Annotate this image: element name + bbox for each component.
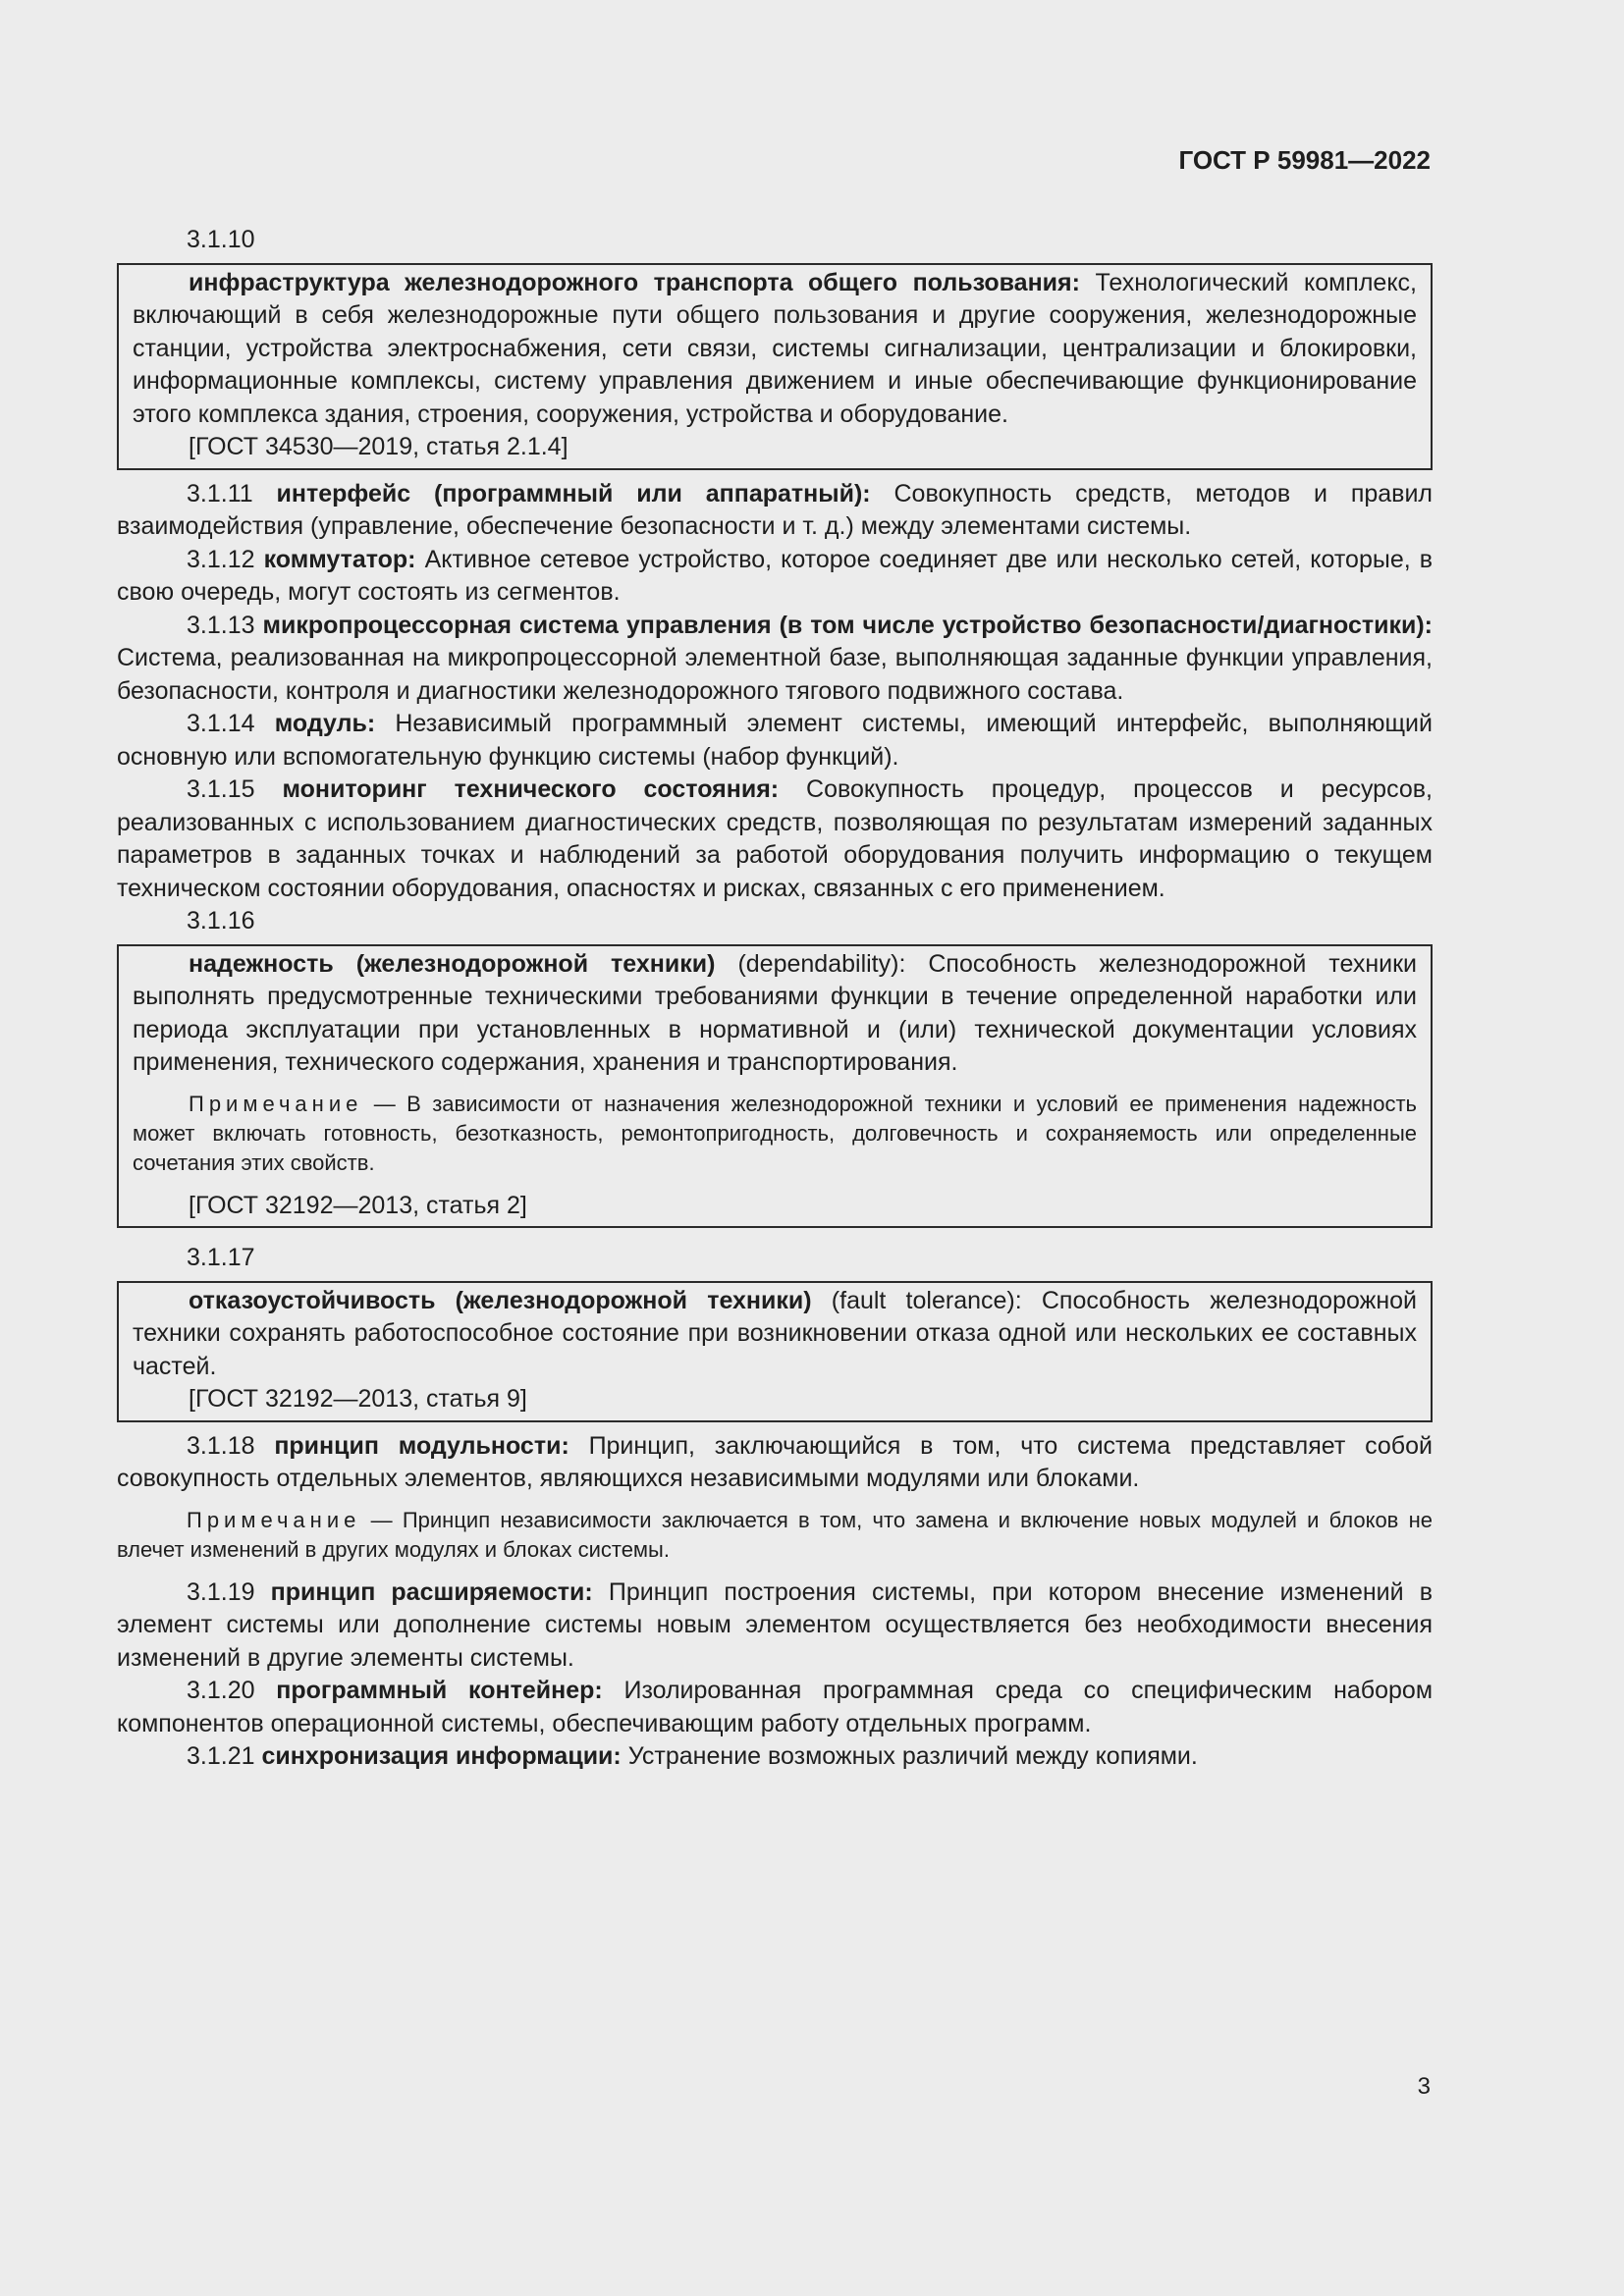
definition-text: Совокупность средств, методов и правил взаимодействия (управление, обеспечение безопасности и т. д.) между элементами системы. (117, 479, 1433, 540)
definition-text: Независимый программный элемент системы, имеющий интерфейс, выполняющий основную или вспомогательную функцию системы (набор функций). (117, 710, 1433, 771)
definition-paragraph (117, 610, 1433, 709)
definition-text: Совокупность процедур, процессов и ресурсов, реализованных с использованием диагностических средств, позволяющая по результатам измерений заданных параметров в заданных точках и наблюдений за работой оборудования получить информацию о текущем техническом состоянии оборудования, опасностях и рисках, связанных с его применением. (117, 775, 1434, 902)
term: коммутатор: (263, 545, 416, 573)
definition-paragraph (117, 478, 1433, 544)
entry-number: 3.1.20 (187, 1677, 255, 1704)
entry-number: 3.1.19 (187, 1577, 255, 1606)
source-reference: [ГОСТ 32192—2013, статья 9] (189, 1385, 527, 1413)
definition-paragraph (133, 948, 1417, 1080)
entry-number: 3.1.16 (187, 907, 255, 934)
term: отказоустойчивость (железнодорожной техники) (189, 1286, 812, 1314)
term: надежность (железнодорожной техники) (189, 949, 716, 978)
definition-text: Изолированная программная среда со специфическим набором компонентов операционной системы, обеспечивающим работу отдельных программ. (117, 1677, 1434, 1737)
definition-text: (dependability): Способность железнодорожной техники выполнять предусмотренные техническими требованиями функции в течение определенной наработки или периода эксплуатации при установленных в нормативной и (или) технической документации условиях применения, технического содержания, хранения и транспортирования. (133, 949, 1417, 1076)
definition-paragraph (117, 774, 1433, 905)
definition-paragraph (117, 544, 1433, 610)
note-text: — Принцип независимости заключается в том, что замена и включение новых модулей и блоков не влечет изменений в других модулях и блоках системы. (117, 1507, 1433, 1562)
definition-text: Устранение возможных различий между копиями. (627, 1742, 1198, 1770)
term: инфраструктура железнодорожного транспорта общего пользования: (189, 268, 1080, 296)
terms-section (117, 224, 1433, 1774)
definition-text: Активное сетевое устройство, которое соединяет две или несколько сетей, которые, в свою очередь, могут состоять из сегментов. (117, 545, 1433, 606)
entry-number: 3.1.12 (187, 545, 255, 573)
note-paragraph (117, 1506, 1433, 1565)
entry-number: 3.1.14 (187, 710, 255, 737)
quoted-definition-box (117, 263, 1433, 470)
term: модуль: (274, 710, 376, 737)
definition-paragraph (133, 267, 1417, 432)
source-reference: [ГОСТ 34530—2019, статья 2.1.4] (189, 433, 568, 460)
definition-paragraph (117, 1740, 1433, 1774)
note-text: — В зависимости от назначения железнодорожной техники и условий ее применения надежность может включать готовность, безотказность, ремонтопригодность, долговечность и сохраняемость или определенные сочетания этих свойств. (133, 1091, 1417, 1175)
entry-number: 3.1.18 (187, 1431, 255, 1460)
entry-number: 3.1.21 (187, 1742, 255, 1770)
document-header: ГОСТ Р 59981—2022 (1178, 145, 1431, 175)
definition-text: (fault tolerance): Способность железнодорожной техники сохранять работоспособное состояние при возникновении отказа одной или нескольких ее составных частей. (133, 1286, 1417, 1380)
definition-paragraph (117, 1576, 1433, 1676)
definition-text: Система, реализованная на микропроцессорной элементной базе, выполняющая заданные функции управления, безопасности, контроля и диагностики железнодорожного тягового подвижного состава. (117, 644, 1433, 705)
page-number: 3 (1417, 2073, 1431, 2100)
source-reference: [ГОСТ 32192—2013, статья 2] (189, 1191, 527, 1219)
term: синхронизация информации: (261, 1742, 622, 1770)
definition-text: Технологический комплекс, включающий в себя железнодорожные пути общего пользования и другие сооружения, железнодорожные станции, устройства электроснабжения, сети связи, системы сигнализации, централизации и блокировки, информационные комплексы, систему управления движением и иные обеспечивающие функционирование этого комплекса здания, строения, сооружения, устройства и оборудование. (133, 268, 1417, 428)
entry-number: 3.1.11 (187, 479, 253, 507)
note-label: Примечание (189, 1091, 363, 1116)
definition-text: Принцип, заключающийся в том, что система представляет собой совокупность отдельных элементов, являющихся независимыми модулями или блоками. (117, 1431, 1433, 1492)
term: микропроцессорная система управления (в том числе устройство безопасности/диагностики): (262, 611, 1433, 639)
quoted-definition-box (117, 944, 1433, 1229)
definition-paragraph (133, 1285, 1417, 1384)
term: интерфейс (программный или аппаратный): (276, 479, 871, 507)
entry-number: 3.1.10 (187, 226, 255, 253)
definition-text: Принцип построения системы, при котором внесение изменений в элемент системы или дополнение системы новым элементом осуществляется без необходимости внесения изменений в другие элементы системы. (117, 1577, 1433, 1672)
term: принцип модульности: (274, 1431, 569, 1460)
definition-paragraph (117, 708, 1433, 774)
term: программный контейнер: (276, 1677, 603, 1704)
note-paragraph (133, 1090, 1417, 1178)
term: мониторинг технического состояния: (282, 775, 780, 803)
definition-paragraph (117, 1675, 1433, 1740)
entry-number: 3.1.13 (187, 611, 255, 639)
entry-number: 3.1.15 (187, 775, 255, 803)
entry-number: 3.1.17 (187, 1244, 255, 1271)
note-label: Примечание (187, 1507, 361, 1532)
quoted-definition-box (117, 1281, 1433, 1422)
term: принцип расширяемости: (270, 1577, 593, 1606)
definition-paragraph (117, 1430, 1433, 1496)
